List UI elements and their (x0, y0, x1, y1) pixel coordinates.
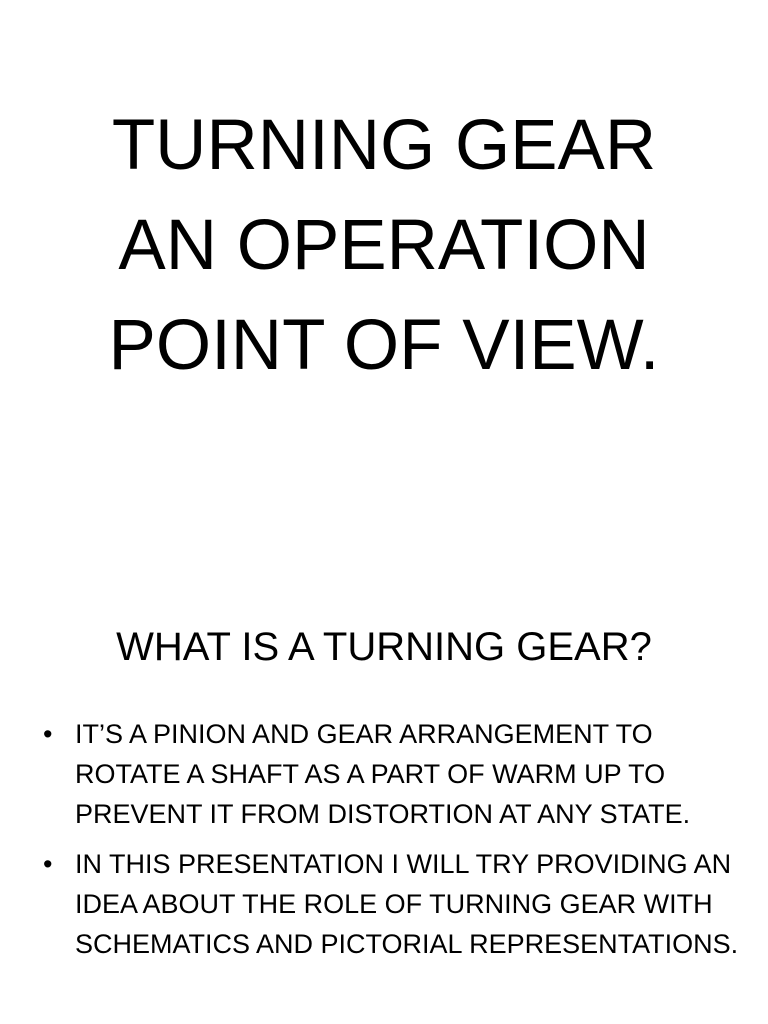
bullet-text: IN THIS PRESENTATION I WILL TRY PROVIDING AN IDEA ABOUT THE ROLE OF TURNING GEAR WITH SCHEMATICS AND PICTORIAL REPRESENTATIONS. (75, 849, 739, 959)
slide-title (0, 96, 768, 396)
bullet-item (40, 844, 740, 964)
slide-heading: WHAT IS A TURNING GEAR? (116, 625, 652, 669)
bullet-list (40, 714, 740, 974)
bullet-text: IT’S A PINION AND GEAR ARRANGEMENT TO ROTATE A SHAFT AS A PART OF WARM UP TO PREVENT IT FROM DISTORTION AT ANY STATE. (75, 719, 691, 829)
title-line-1: TURNING GEAR (111, 106, 657, 185)
bullet-icon: • (43, 719, 53, 749)
bullet-icon: • (43, 849, 53, 879)
bullet-item (40, 714, 740, 834)
title-line-3: POINT OF VIEW. (108, 306, 660, 385)
content-slide (0, 560, 768, 1024)
title-line-2: AN OPERATION (118, 206, 650, 285)
